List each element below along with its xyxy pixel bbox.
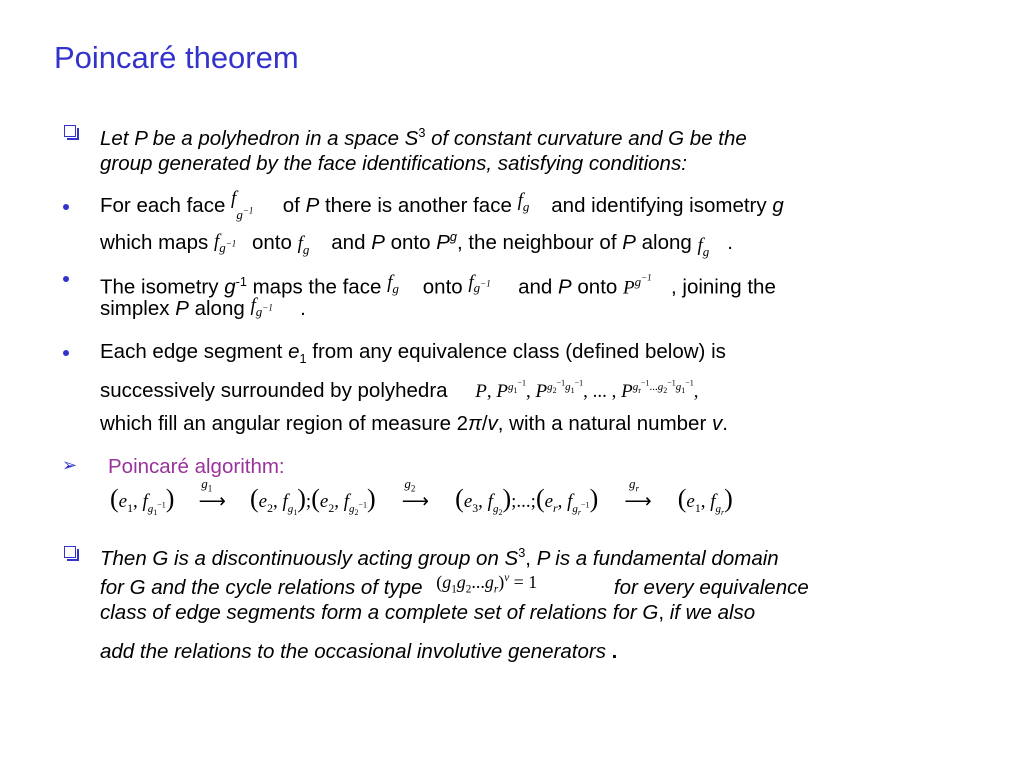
intro-line-1 [100,121,747,151]
b2-text-d: onto [422,275,463,299]
p2-text-b: , [525,546,537,570]
b1-text-m: , the neighbour of [456,230,617,254]
face-f-g-2: $f_g$ [297,232,310,257]
b2-line-2 [100,297,306,328]
b2-text-e: and [518,275,553,299]
b2-sup: -1 [235,273,247,289]
p2-sup: 3 [518,545,526,560]
p-g-inverse: $P^{g^{-1}}$ [623,273,652,299]
b1-text-n: P [622,230,636,254]
p2-text-a: Then G is a discontinuously acting group on S [100,546,519,570]
b2-text-g: onto [577,275,618,299]
p2-text-d: for G and the cycle relations of type [100,576,423,599]
bullet-dot-icon [63,276,69,282]
algorithm-formula: ($e_1$, $f_{g_1^{-1}}$) $g_1$ ⟶ ($e_2$, $f_{g_1});(e_2$, $f_{g_2^{-1}}$) $g_2$ ⟶ ($e_3$, $f_{g_2});...;(e_r$, $f_{g_r^{-1}}$) $g_r$ ⟶ ($e_1$, $f_{g_r}$) [110,476,733,517]
b3-line-2 [100,371,698,404]
face-f-ginv-3: $f_{g^{-1}}$ [468,271,491,296]
b1-text-a: For each face [100,194,226,217]
b2-text-c: maps the face [252,275,382,299]
b1-text-c: P [305,194,320,217]
b1-text-k: onto [390,230,431,254]
b3-text-b: e [288,340,300,363]
b2-text-b: g [224,275,236,299]
face-f-g-3: $f_g$ [697,234,710,259]
square-bullet-icon [64,125,76,137]
b2-text-i: simplex [100,297,170,320]
b1-text-p: . [727,230,733,254]
b1-text-e: and identifying isometry [551,194,767,217]
b3-pi: π [468,412,482,435]
conclusion-line-4 [100,640,617,664]
b3-line-1 [100,340,726,371]
algorithm-label: Poincaré algorithm: [108,455,285,478]
face-f-ginv: $f_{g^{-1}}$ [231,188,254,222]
b1-line-1 [100,188,784,225]
b1-text-o: along [641,230,692,254]
b1-text-l: P [436,230,450,254]
face-f-ginv-2: $f_{g^{-1}}$ [213,230,237,255]
b3-text-g: v [712,412,723,435]
intro-text-b: of constant curvature and G be the [425,126,747,150]
cycle-relation: $(g_1g_2...g_r)^v = 1$ [436,572,538,596]
p2-text-j: . [605,640,618,663]
b1-text-i: and [331,230,366,254]
bullet-dot-icon [63,204,69,210]
b2-text-a: The isometry [100,275,219,299]
p2-text-f: class of edge segments form a complete set of relations for G [100,601,659,624]
b2-text-h: , joining the [671,275,776,299]
b3-sub: 1 [299,351,307,367]
b1-text-g: which maps [100,230,209,254]
face-f-ginv-4: $f_{g^{-1}}$ [250,295,273,319]
p2-text-e: for every equivalence [613,576,809,599]
p2-text-g: , [658,601,670,624]
b3-text-d: successively surrounded by polyhedra [100,378,448,402]
b2-text-j: P [175,297,189,320]
b3-text-a: Each edge segment [100,340,283,363]
b1-text-d: there is another face [324,194,512,217]
b1-text-h: onto [251,230,292,254]
b2-text-l: . [300,297,306,320]
square-bullet-icon [64,546,76,558]
b2-text-k: along [194,297,245,320]
b3-text-f: , with a natural number [497,412,707,435]
face-f-g-4: $f_g$ [387,271,399,296]
p2-text-c: P is a fundamental domain [536,546,779,570]
intro-line-2: group generated by the face identifications, satisfying conditions: [100,152,687,175]
b1-text-b: of [282,194,300,217]
intro-text-a: Let P be a polyhedron in a space S [100,126,419,150]
b3-text-e: which fill an angular region of measure 2 [100,412,469,435]
b1-text-f: g [772,194,784,217]
bullet-dot-icon [63,350,69,356]
b3-line-3 [100,412,728,436]
b3-v: v [487,412,498,435]
intro-sup: 3 [418,125,426,140]
polyhedra-sequence: P, $P^{g_1^{-1}}$, $P^{g_2^{-1}g_1^{-1}}$, ... , $P^{g_r^{-1}...g_2^{-1}g_1^{-1}}$, [475,378,699,402]
face-f-g: $f_g$ [517,190,530,214]
b3-text-h: . [722,412,728,435]
b2-text-f: P [558,275,572,299]
b3-text-c: from any equivalence class (defined below) is [312,340,726,363]
p2-text-i: add the relations to the occasional involutive generators [100,640,606,663]
p2-text-h: if we also [669,601,756,624]
arrowhead-bullet-icon: ➢ [62,455,78,475]
page-title: Poincaré theorem [54,40,299,75]
b1-line-2 [100,225,733,262]
b1-text-j: P [371,230,385,254]
b3-slash: / [481,412,488,435]
b1-sup-g: g [449,229,457,244]
conclusion-line-3 [100,601,755,625]
